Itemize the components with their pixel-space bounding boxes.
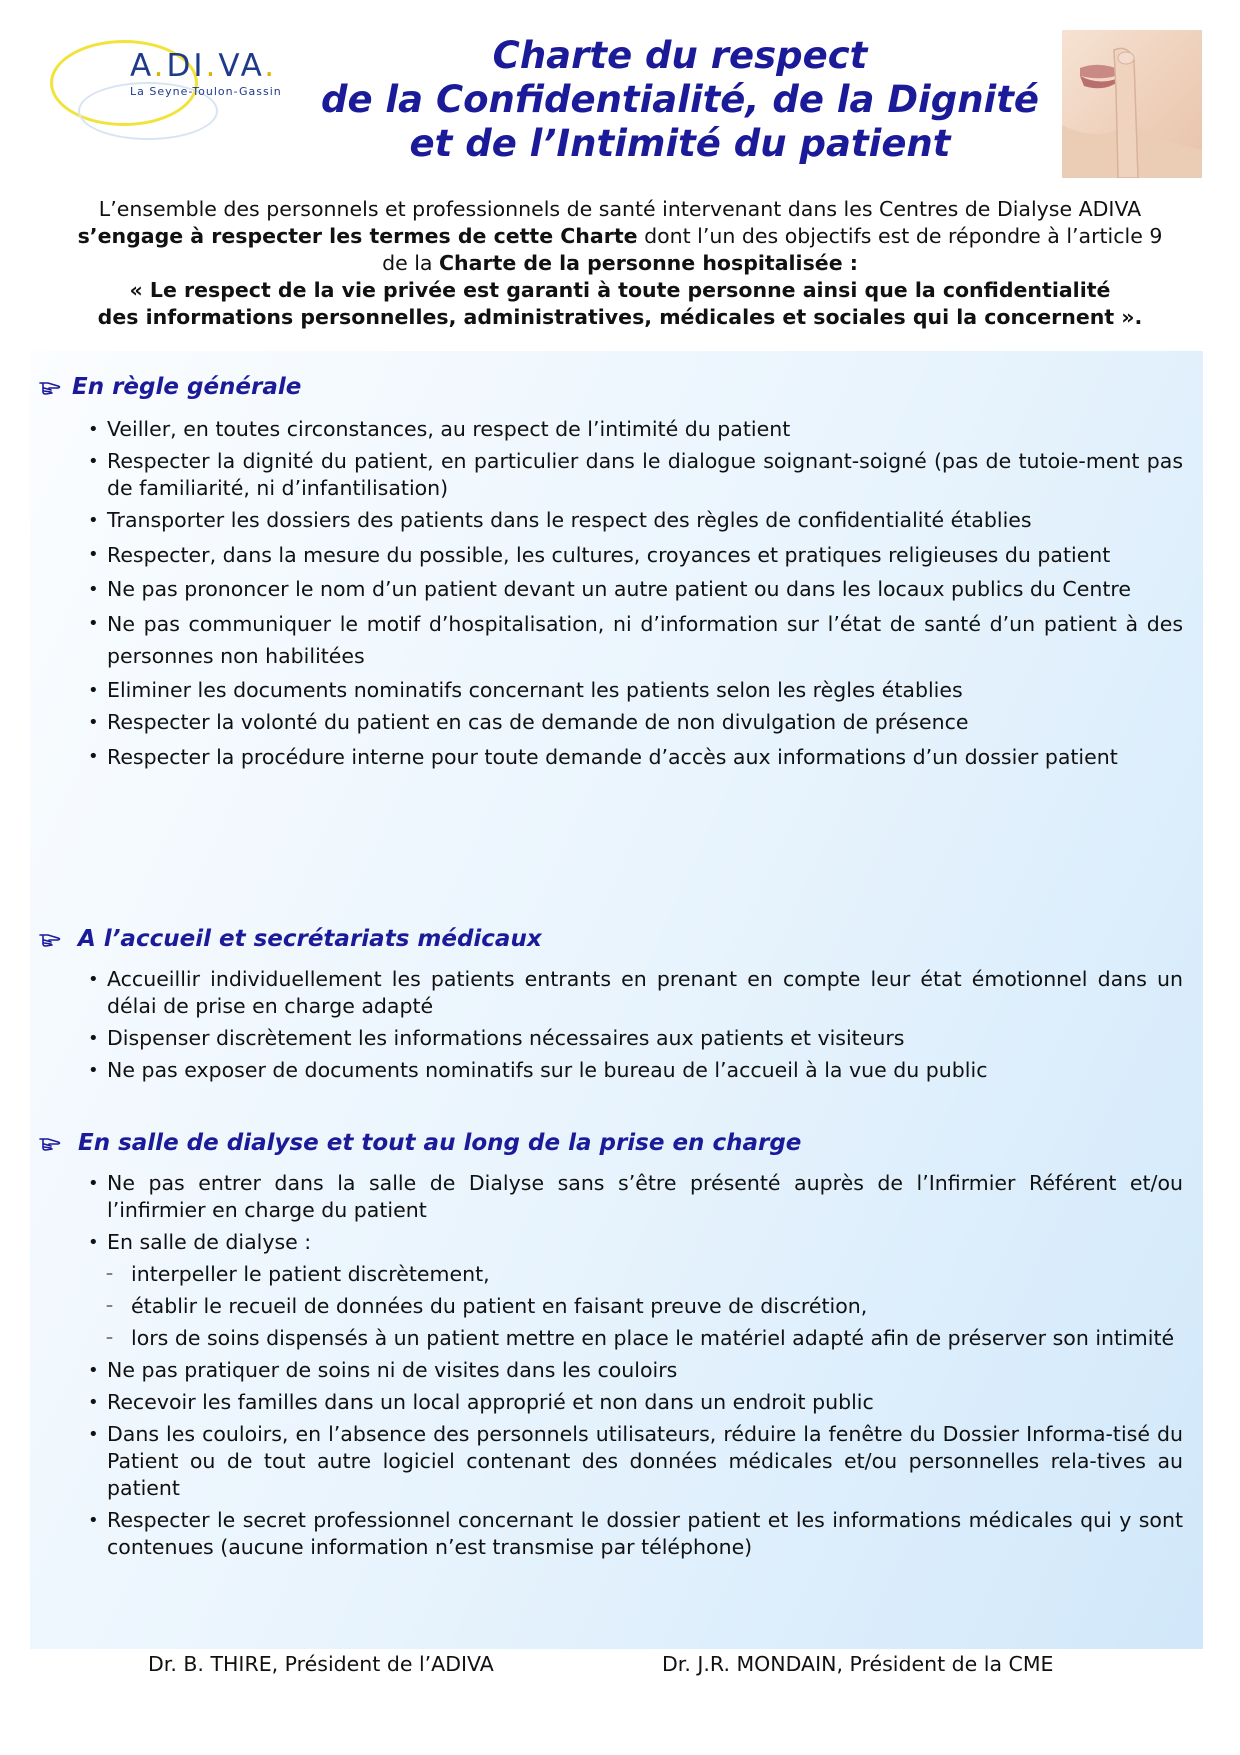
list-item: • Veiller, en toutes circonstances, au respect de l’intimité du patient: [88, 417, 791, 441]
sub-list-item: – lors de soins dispensés à un patient mettre en place le matériel adapté afin de préserver son intimité: [106, 1326, 1175, 1350]
section-accueil: [30, 923, 1203, 1084]
general-list: [30, 416, 1203, 773]
intro-commitment: s’engage à respecter les termes de cette Charte: [77, 224, 638, 248]
charter-panel: [30, 351, 1203, 1649]
section-heading: [38, 371, 1203, 403]
intro-line-3-pre: de la: [382, 251, 439, 275]
adiva-logo: [50, 40, 300, 140]
section-heading-text: En règle générale: [72, 374, 302, 400]
logo-name: A.DI.VA.: [130, 48, 278, 84]
list-item: • En salle de dialyse :: [88, 1230, 312, 1254]
section-heading: [38, 1127, 1203, 1159]
pointing-hand-icon: [38, 1134, 62, 1152]
quote-line-1: « Le respect de la vie privée est garanti à toute personne ainsi que la confidentialité: [129, 278, 1111, 302]
accueil-list: [30, 966, 1203, 1084]
list-item: • Ne pas prononcer le nom d’un patient devant un autre patient ou dans les locaux publics du Centre: [88, 577, 1131, 601]
intro-paragraph: [40, 196, 1200, 331]
title-line-2: de la Confidentialité, de la Dignité: [320, 78, 1040, 121]
title-line-3: et de l’Intimité du patient: [409, 122, 951, 165]
list-item: • Respecter la procédure interne pour toute demande d’accès aux informations d’un dossier patient: [88, 745, 1118, 769]
dialyse-list: [30, 1170, 1203, 1561]
list-item: • Respecter la dignité du patient, en particulier dans le dialogue soignant-soigné (pas de tutoie-ment pas de familiarité, ni d’infantilisation): [88, 449, 1183, 500]
list-item: • Accueillir individuellement les patients entrants en prenant en compte leur état émotionnel dans un délai de prise en charge adapté: [88, 967, 1183, 1018]
list-item: • Respecter la volonté du patient en cas de demande de non divulgation de présence: [88, 710, 969, 734]
section-heading: [38, 923, 1203, 955]
intro-line-2: [40, 223, 1200, 250]
page-title: [300, 34, 1060, 166]
signature-president-adiva: Dr. B. THIRE, Président de l’ADIVA: [148, 1652, 494, 1676]
intro-line-1: L’ensemble des personnels et professionnels de santé intervenant dans les Centres de Dialyse ADIVA: [98, 197, 1142, 221]
charter-reference: Charte de la personne hospitalisée :: [438, 251, 858, 275]
list-item: • Recevoir les familles dans un local approprié et non dans un endroit public: [88, 1390, 874, 1414]
finger-on-lips-photo: [1062, 30, 1202, 178]
list-item: • Dispenser discrètement les informations nécessaires aux patients et visiteurs: [88, 1026, 905, 1050]
intro-line-2-rest: dont l’un des objectifs est de répondre à l’article 9: [637, 224, 1163, 248]
pointing-hand-icon: [38, 378, 62, 396]
section-heading-text: A l’accueil et secrétariats médicaux: [78, 926, 542, 952]
intro-line-3: [40, 250, 1200, 277]
list-item: • Ne pas entrer dans la salle de Dialyse sans s’être présenté auprès de l’Infirmier Référent et/ou l’infirmier en charge du patient: [88, 1171, 1183, 1222]
pointing-hand-icon: [38, 930, 62, 948]
list-item: • Respecter, dans la mesure du possible, les cultures, croyances et pratiques religieuses du patient: [88, 543, 1111, 567]
title-line-1: Charte du respect: [492, 34, 868, 77]
section-heading-text: En salle de dialyse et tout au long de la prise en charge: [78, 1130, 802, 1156]
list-item: • Respecter le secret professionnel concernant le dossier patient et les informations médicales qui y sont contenues (aucune information n’est transmise par téléphone): [88, 1508, 1183, 1559]
list-item: • Ne pas communiquer le motif d’hospitalisation, ni d’information sur l’état de santé d’un patient à des personnes non habilitées: [88, 612, 1183, 668]
section-general: [30, 371, 1203, 773]
quote-line-2: des informations personnelles, administratives, médicales et sociales qui la concernent ».: [97, 305, 1143, 329]
list-item: • Ne pas pratiquer de soins ni de visites dans les couloirs: [88, 1358, 678, 1382]
signature-president-cme: Dr. J.R. MONDAIN, Président de la CME: [662, 1652, 1054, 1676]
section-dialyse: [30, 1127, 1203, 1561]
logo-subtitle: La Seyne-Toulon-Gassin: [130, 85, 282, 98]
sub-list-item: – établir le recueil de données du patient en faisant preuve de discrétion,: [106, 1294, 868, 1318]
list-item: • Dans les couloirs, en l’absence des personnels utilisateurs, réduire la fenêtre du Dossier Informa-tisé du Patient ou de tout autre logiciel contenant des données médicales et/ou personnelles rela-tives au patient: [88, 1422, 1183, 1500]
list-item: • Eliminer les documents nominatifs concernant les patients selon les règles établies: [88, 678, 963, 702]
list-item: • Ne pas exposer de documents nominatifs sur le bureau de l’accueil à la vue du public: [88, 1058, 988, 1082]
sub-list-item: – interpeller le patient discrètement,: [106, 1262, 490, 1286]
list-item: • Transporter les dossiers des patients dans le respect des règles de confidentialité établies: [88, 508, 1032, 532]
